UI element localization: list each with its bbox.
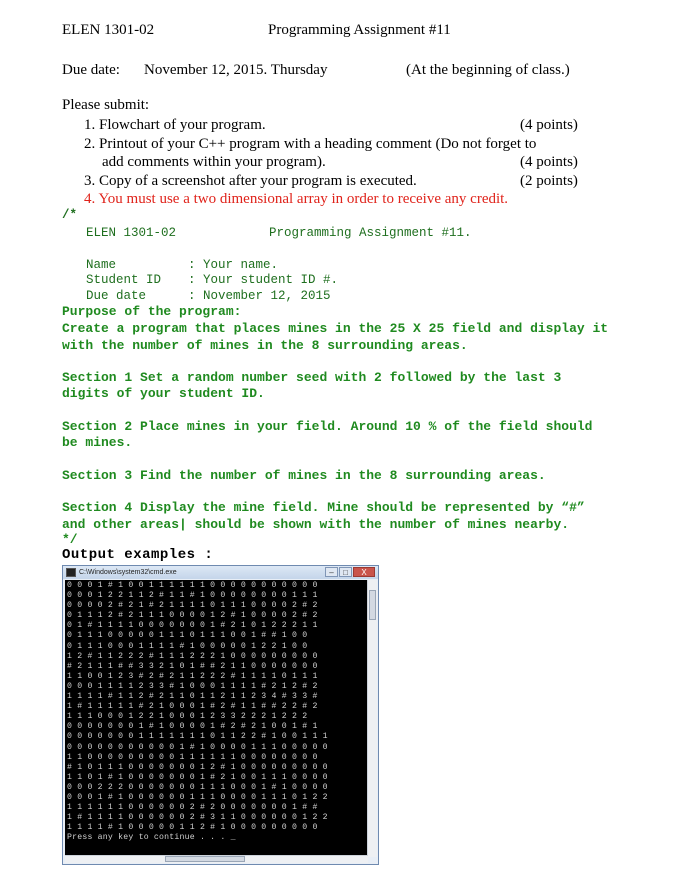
section-1-line-1: Section 1 Set a random number seed with 2 followed by the last 3 (62, 370, 562, 385)
console-text (65, 580, 368, 844)
console-row: 1 1 0 0 1 2 3 # 2 # 2 1 1 2 2 2 # 1 1 1 1 0 1 1 1 (67, 671, 318, 681)
field-name-value: : Your name. (188, 258, 279, 272)
section-3-line-1: Section 3 Find the number of mines in the 8 surrounding areas. (62, 468, 546, 483)
console-window (62, 565, 379, 865)
console-row: 0 1 1 1 2 # 2 1 1 1 0 0 0 0 1 2 # 1 0 0 0 0 2 # 2 (67, 611, 318, 621)
field-due-label: Due date (86, 289, 147, 303)
console-row: # 2 1 1 1 # # 3 3 2 1 0 1 # # 2 1 1 0 0 0 0 0 0 0 (67, 661, 318, 671)
purpose-line-2: with the number of mines in the 8 surrounding areas. (62, 338, 468, 353)
submit-item-3: 3. Copy of a screenshot after your program is executed. (84, 173, 417, 189)
field-name-label: Name (86, 258, 117, 272)
console-row: 1 2 # 1 1 2 2 2 # 1 1 1 2 2 2 1 0 0 0 0 0 0 0 0 0 (67, 651, 318, 661)
console-row: 0 1 1 1 0 0 0 0 0 1 1 1 0 1 1 1 0 0 1 # # 1 0 0 (67, 631, 308, 641)
console-row: # 1 0 1 1 1 0 0 0 0 0 0 0 1 2 # 1 0 0 0 0 0 0 0 0 0 (67, 762, 328, 772)
console-row: 1 1 1 1 1 1 0 0 0 0 0 0 2 # 2 0 0 0 0 0 0 0 1 # # (67, 803, 318, 813)
close-button[interactable]: X (353, 567, 375, 577)
console-row: 0 0 0 1 # 1 0 0 1 1 1 1 1 1 0 0 0 0 0 0 0 0 0 0 0 (67, 581, 318, 590)
console-row: 0 0 0 1 1 1 1 2 3 3 # 1 0 0 0 1 1 1 1 # 2 1 2 # 2 (67, 681, 318, 691)
comment-close: */ (62, 532, 78, 547)
console-output[interactable] (65, 580, 368, 857)
section-4-line-2: and other areas| should be shown with the number of mines nearby. (62, 517, 570, 532)
console-row: 1 # 1 1 1 1 1 # 2 1 0 0 0 1 # 2 # 1 1 # # 2 2 # 2 (67, 702, 318, 712)
horizontal-scroll-thumb[interactable] (165, 856, 245, 862)
due-note: (At the beginning of class.) (406, 62, 570, 78)
console-row: 0 0 0 0 0 0 0 1 # 1 0 0 0 0 1 # 2 # 2 1 0 0 1 # 1 (67, 722, 318, 732)
console-row: 1 1 0 1 # 1 0 0 0 0 0 0 0 1 # 2 1 0 0 1 1 1 0 0 0 0 (67, 772, 328, 782)
due-date: November 12, 2015. Thursday (144, 62, 328, 78)
vertical-scrollbar[interactable] (367, 580, 377, 857)
comment-open: /* (62, 208, 78, 222)
console-row: 1 1 1 1 # 1 0 0 0 0 0 1 1 2 # 1 0 0 0 0 0 0 0 0 0 (67, 823, 318, 833)
console-row: 1 # 1 1 1 1 0 0 0 0 0 0 2 # 3 1 1 0 0 0 0 0 0 1 2 2 (67, 813, 328, 823)
minimize-button[interactable]: – (325, 567, 338, 577)
submit-item-3-points: (2 points) (520, 173, 578, 189)
console-row: 1 1 1 1 # 1 1 2 # 2 1 1 0 1 1 2 1 1 2 3 4 # 3 3 # (67, 692, 318, 702)
course-code: ELEN 1301-02 (62, 22, 155, 38)
horizontal-scrollbar[interactable] (65, 855, 368, 863)
code-title: Programming Assignment #11. (269, 226, 472, 240)
field-due-value: : November 12, 2015 (188, 289, 331, 303)
vertical-scroll-thumb[interactable] (369, 590, 376, 620)
field-id-value: : Your student ID #. (188, 273, 339, 287)
console-row: 0 0 0 0 2 # 2 1 # 2 1 1 1 1 0 1 1 1 0 0 0 0 2 # 2 (67, 601, 318, 611)
assignment-title: Programming Assignment #11 (268, 22, 451, 38)
purpose-heading: Purpose of the program: (62, 304, 242, 319)
output-label: Output examples : (62, 547, 214, 563)
submit-item-2-points: (4 points) (520, 154, 578, 170)
code-course: ELEN 1301-02 (86, 226, 177, 240)
due-label: Due date: (62, 62, 120, 78)
console-row: 1 1 0 0 0 0 0 0 0 0 0 1 1 1 1 1 1 0 0 0 0 0 0 0 0 (67, 752, 318, 762)
console-row: 1 1 1 0 0 0 1 2 2 1 0 0 0 1 2 3 3 2 2 2 1 2 2 2 (67, 712, 308, 722)
maximize-button[interactable]: □ (339, 567, 352, 577)
console-title: C:\Windows\system32\cmd.exe (79, 569, 177, 576)
cmd-icon (66, 568, 76, 577)
section-2-line-2: be mines. (62, 435, 133, 450)
console-row: 0 0 0 2 2 2 0 0 0 0 0 0 0 1 1 1 0 0 0 1 # 1 0 0 0 0 (67, 782, 328, 792)
submit-heading: Please submit: (62, 97, 150, 113)
submit-item-2: 2. Printout of your C++ program with a heading comment (Do not forget to (84, 136, 537, 152)
section-2-line-1: Section 2 Place mines in your field. Around 10 % of the field should (62, 419, 593, 434)
console-row: 0 1 # 1 1 1 1 0 0 0 0 0 0 0 1 # 2 1 0 1 2 2 2 1 1 (67, 621, 318, 631)
submit-item-4: 4. You must use a two dimensional array in order to receive any credit. (84, 191, 509, 207)
submit-item-2-cont: add comments within your program). (102, 154, 326, 170)
submit-item-1: 1. Flowchart of your program. (84, 117, 266, 133)
purpose-line-1: Create a program that places mines in the 25 X 25 field and display it (62, 321, 609, 336)
console-row: 0 0 0 0 0 0 0 0 0 0 0 1 # 1 0 0 0 0 1 1 1 0 0 0 0 0 (67, 742, 328, 752)
console-prompt: Press any key to continue . . . _ (67, 833, 236, 843)
console-row: 0 0 0 1 # 1 0 0 0 0 0 0 1 1 1 0 0 0 0 1 1 1 0 1 2 2 (67, 792, 328, 802)
section-4-line-1: Section 4 Display the mine field. Mine should be represented by “#” (62, 500, 585, 515)
console-titlebar[interactable] (63, 566, 378, 579)
console-row: 0 0 0 0 0 0 0 1 1 1 1 1 1 1 0 1 1 2 2 # 1 0 0 1 1 1 (67, 732, 328, 742)
submit-item-1-points: (4 points) (520, 117, 578, 133)
section-1-line-2: digits of your student ID. (62, 386, 265, 401)
field-id-label: Student ID (86, 273, 162, 287)
console-row: 0 1 1 1 0 0 0 1 1 1 1 # 1 0 0 0 0 0 1 2 2 1 0 0 (67, 641, 308, 651)
console-row: 0 0 0 1 2 2 1 1 2 # 1 1 # 1 0 0 0 0 0 0 0 0 1 1 1 (67, 591, 318, 601)
